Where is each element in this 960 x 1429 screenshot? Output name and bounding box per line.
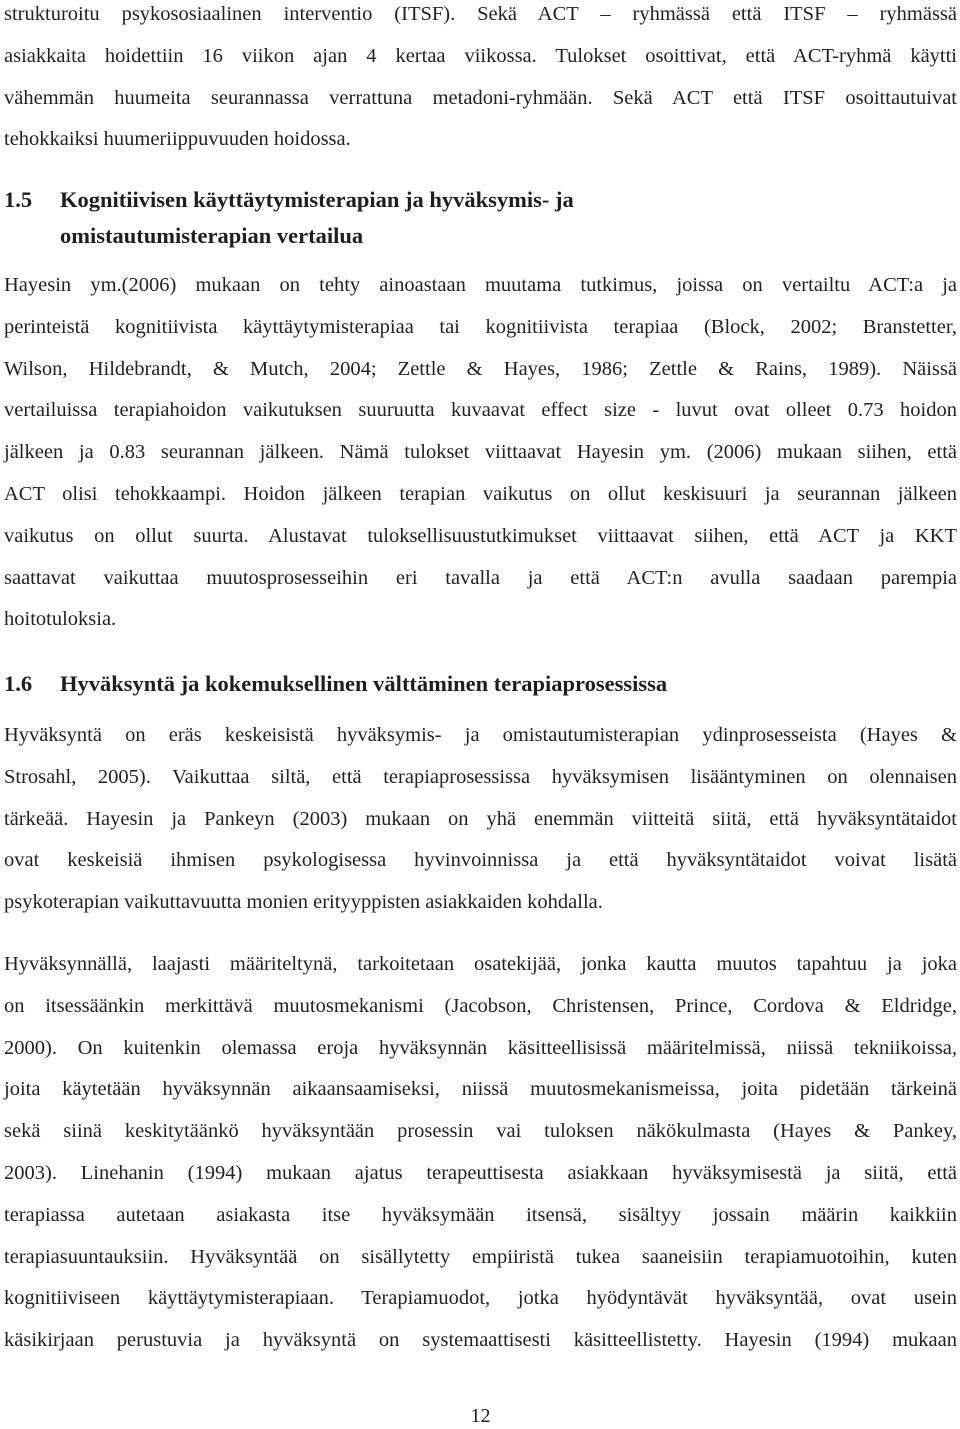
section-title (60, 666, 667, 702)
text-line: 2003). Linehanin (1994) mukaan ajatus terapeuttisesta asiakkaan hyväksymisestä ja siitä, että (4, 1161, 957, 1184)
text-line: terapiassa autetaan asiakasta itse hyväksymään itsensä, sisältyy jossain määrin kaikkiin (4, 1203, 957, 1226)
text-line: käsikirjaan perustuvia ja hyväksyntä on systemaattisesti käsitteellistetty. Hayesin (1994) mukaan (4, 1329, 957, 1352)
text-line: on itsessäänkin merkittävä muutosmekanismi (Jacobson, Christensen, Prince, Cordova & Eldridge, (4, 994, 957, 1017)
section-1-5-paragraph (4, 265, 957, 641)
text-line: Hyväksynnällä, laajasti määriteltynä, tarkoitetaan osatekijää, jonka kautta muutos tapahtuu ja joka (4, 953, 957, 975)
text-line: vaikutus on ollut suurta. Alustavat tuloksellisuustutkimukset viittaavat siihen, että ACT ja KKT (4, 524, 957, 547)
section-number: 1.5 (4, 187, 33, 212)
text-line: hoitotuloksia. (4, 608, 117, 631)
section-1-6-paragraph-2 (4, 944, 957, 1362)
text-line: ovat keskeisiä ihmisen psykologisessa hyvinvoinnissa ja että hyväksyntätaidot voivat lisätä (4, 849, 957, 872)
text-line: perinteistä kognitiivista käyttäytymisterapiaa tai kognitiivista terapiaa (Block, 2002; Branstetter, (4, 315, 957, 338)
text-line: Strosahl, 2005). Vaikuttaa siltä, että terapiaprosessissa hyväksymisen lisääntyminen on olennaisen (4, 765, 957, 788)
section-title-line: omistautumisterapian vertailua (60, 223, 364, 248)
text-line: ACT olisi tehokkaampi. Hoidon jälkeen terapian vaikutus on ollut keskisuuri ja seurannan jälkeen (4, 482, 957, 505)
section-number: 1.6 (4, 671, 33, 696)
section-title-line: Kognitiivisen käyttäytymisterapian ja hyväksymis- ja (60, 187, 574, 212)
document-page (4, 0, 957, 1429)
section-title (60, 182, 574, 254)
text-line: asiakkaita hoidettiin 16 viikon ajan 4 kertaa viikossa. Tulokset osoittivat, että ACT-ryhmä käytti (4, 44, 957, 67)
section-1-6-paragraph-1 (4, 715, 957, 924)
text-line: psykoterapian vaikuttavuutta monien erityyppisten asiakkaiden kohdalla. (4, 891, 603, 914)
text-line: 2000). On kuitenkin olemassa eroja hyväksynnän käsitteellisissä määritelmissä, niissä tekniikoissa, (4, 1036, 957, 1059)
text-line: tärkeää. Hayesin ja Pankeyn (2003) mukaan on yhä enemmän viitteitä siitä, että hyväksyntätaidot (4, 807, 957, 830)
text-line: vähemmän huumeita seurannassa verrattuna metadoni-ryhmään. Sekä ACT että ITSF osoittautuivat (4, 86, 957, 109)
text-line: jälkeen ja 0.83 seurannan jälkeen. Nämä tulokset viittaavat Hayesin ym. (2006) mukaan siihen, että (4, 441, 957, 464)
text-line: strukturoitu psykososiaalinen interventio (ITSF). Sekä ACT – ryhmässä että ITSF – ryhmässä (4, 3, 957, 25)
section-heading-1-6 (4, 666, 667, 702)
text-line: sekä siinä keskitytäänkö hyväksyntään prosessin vai tuloksen näkökulmasta (Hayes & Pankey, (4, 1120, 957, 1143)
intro-paragraph (4, 0, 957, 161)
text-line: tehokkaiksi huumeriippuvuuden hoidossa. (4, 128, 351, 151)
text-line: Wilson, Hildebrandt, & Mutch, 2004; Zettle & Hayes, 1986; Zettle & Rains, 1989). Näissä (4, 357, 957, 380)
text-line: saattavat vaikuttaa muutosprosesseihin eri tavalla ja että ACT:n avulla saadaan parempia (4, 566, 957, 589)
text-line: Hayesin ym.(2006) mukaan on tehty ainoastaan muutama tutkimus, joissa on vertailtu ACT:a ja (4, 274, 957, 296)
section-title-line: Hyväksyntä ja kokemuksellinen välttäminen terapiaprosessissa (60, 671, 668, 696)
text-line: kognitiiviseen käyttäytymisterapiaan. Terapiamuodot, jotka hyödyntävät hyväksyntää, ovat usein (4, 1287, 957, 1310)
text-line: terapiasuuntauksiin. Hyväksyntää on sisällytetty empiiristä tukea saaneisiin terapiamuotoihin, kuten (4, 1245, 957, 1268)
section-heading-1-5 (4, 182, 574, 254)
text-line: Hyväksyntä on eräs keskeisistä hyväksymis- ja omistautumisterapian ydinprosesseista (Hayes & (4, 724, 957, 746)
page-number: 12 (470, 1405, 491, 1427)
text-line: vertailuissa terapiahoidon vaikutuksen suuruutta kuvaavat effect size - luvut ovat olleet 0.73 hoidon (4, 399, 957, 422)
text-line: joita käytetään hyväksynnän aikaansaamiseksi, niissä muutosmekanismeissa, joita pidetään tärkeinä (4, 1078, 957, 1101)
